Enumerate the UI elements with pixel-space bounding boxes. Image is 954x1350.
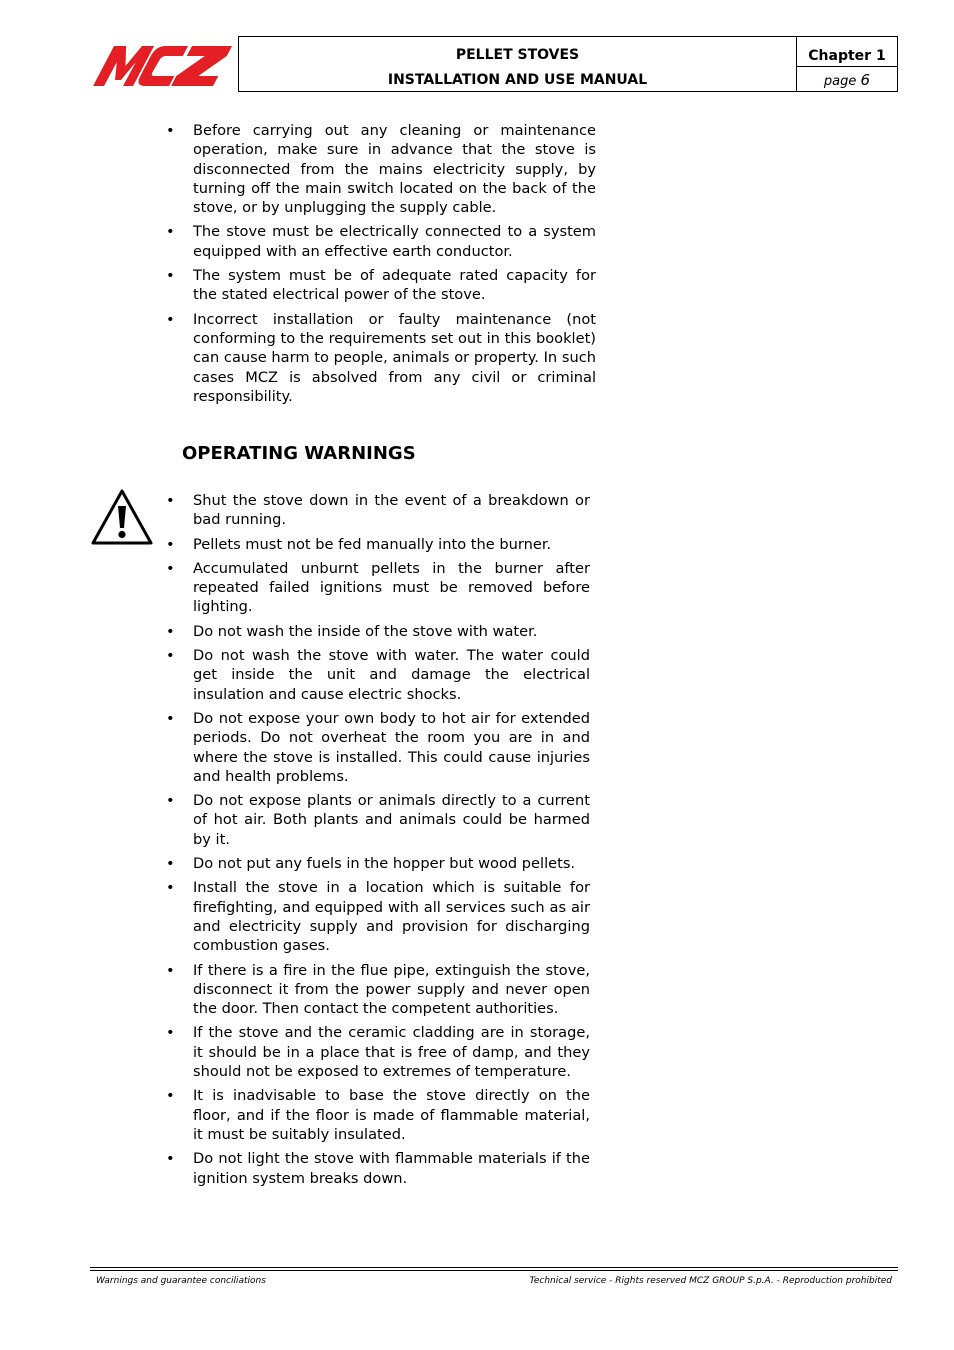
list-item-text: Pellets must not be fed manually into the burner. <box>193 535 552 553</box>
bullet-icon: • <box>166 1150 175 1168</box>
bullet-icon: • <box>166 535 175 553</box>
list-item-text: The system must be of adequate rated capacity for the stated electrical power of the stove. <box>193 267 596 304</box>
list-item <box>160 791 590 849</box>
warning-triangle-icon <box>90 488 154 546</box>
footer-divider <box>90 1270 898 1271</box>
list-item-text: Install the stove in a location which is suitable for firefighting, and equipped with all services such as air and electricity supply and provision for discharging combustion gases. <box>193 879 590 955</box>
list-item-text: Do not wash the inside of the stove with water. <box>193 622 538 640</box>
chapter-label: Chapter 1 <box>797 37 897 67</box>
section-title: OPERATING WARNINGS <box>182 443 416 464</box>
document-subtitle: INSTALLATION AND USE MANUAL <box>387 72 648 88</box>
list-item <box>160 878 590 955</box>
page-indicator <box>797 71 897 89</box>
bullet-icon: • <box>166 1024 175 1042</box>
mcz-logo <box>90 40 236 88</box>
list-item-text: Do not light the stove with flammable materials if the ignition system breaks down. <box>193 1150 590 1187</box>
list-item <box>160 559 590 617</box>
list-item <box>160 646 590 704</box>
list-item <box>160 854 590 873</box>
mcz-logo-graphic <box>90 40 236 88</box>
list-item-text: Do not expose plants or animals directly to a current of hot air. Both plants and animals could be harmed by it. <box>193 792 590 848</box>
bullet-icon: • <box>166 559 175 577</box>
bullet-icon: • <box>166 709 175 727</box>
bullet-icon: • <box>166 622 175 640</box>
bullet-icon: • <box>166 223 175 241</box>
bullet-icon: • <box>166 1087 175 1105</box>
list-item <box>160 1086 590 1144</box>
list-item <box>160 1023 590 1081</box>
list-item <box>160 310 596 406</box>
footer-left-text: Warnings and guarantee conciliations <box>96 1276 266 1286</box>
page-label: page <box>823 74 857 89</box>
list-item-text: It is inadvisable to base the stove directly on the floor, and if the floor is made of flammable material, it must be suitably insulated. <box>193 1087 590 1143</box>
bullet-icon: • <box>166 310 175 328</box>
electrical-warnings-list <box>160 121 596 411</box>
list-item <box>160 535 590 554</box>
footer-right-text: Technical service - Rights reserved MCZ GROUP S.p.A. - Reproduction prohibited <box>529 1276 892 1286</box>
operating-warnings-list <box>160 491 590 1193</box>
list-item <box>160 961 590 1019</box>
document-title: PELLET STOVES <box>455 47 580 63</box>
bullet-icon: • <box>166 267 175 285</box>
list-item <box>160 222 596 261</box>
list-item-text: Do not wash the stove with water. The water could get inside the unit and damage the electrical insulation and cause electric shocks. <box>193 647 590 703</box>
list-item-text: Do not put any fuels in the hopper but wood pellets. <box>193 855 576 873</box>
footer-divider <box>90 1267 898 1268</box>
chapter-box <box>796 36 898 92</box>
bullet-icon: • <box>166 855 175 873</box>
list-item-text: The stove must be electrically connected to a system equipped with an effective earth conductor. <box>193 223 596 260</box>
document-title-box <box>238 36 797 92</box>
list-item <box>160 491 590 530</box>
page-number: 6 <box>860 71 871 89</box>
list-item <box>160 709 590 786</box>
bullet-icon: • <box>166 879 175 897</box>
bullet-icon: • <box>166 647 175 665</box>
list-item-text: Do not expose your own body to hot air for extended periods. Do not overheat the room you are in and where the stove is installed. This could cause injuries and health problems. <box>193 709 590 785</box>
list-item-text: Incorrect installation or faulty maintenance (not conforming to the requirements set out in this booklet) can cause harm to people, animals or property. In such cases MCZ is absolved from any civil or criminal responsibility. <box>193 310 596 405</box>
bullet-icon: • <box>166 122 175 139</box>
list-item-text: Before carrying out any cleaning or maintenance operation, make sure in advance that the stove is disconnected from the mains electricity supply, by turning off the main switch located on the back of the stove, or by unplugging the supply cable. <box>193 122 596 217</box>
list-item-text: If the stove and the ceramic cladding are in storage, it should be in a place that is free of damp, and they should not be exposed to extremes of temperature. <box>193 1024 590 1081</box>
list-item <box>160 1149 590 1188</box>
list-item <box>160 121 596 217</box>
bullet-icon: • <box>166 792 175 810</box>
list-item-text: Shut the stove down in the event of a breakdown or bad running. <box>193 492 590 529</box>
list-item <box>160 266 596 305</box>
list-item-text: If there is a fire in the flue pipe, extinguish the stove, disconnect it from the power supply and never open the door. Then contact the competent authorities. <box>193 961 590 1018</box>
bullet-icon: • <box>166 961 175 979</box>
list-item-text: Accumulated unburnt pellets in the burner after repeated failed ignitions must be removed before lighting. <box>193 559 590 616</box>
list-item <box>160 622 590 641</box>
bullet-icon: • <box>166 492 175 509</box>
